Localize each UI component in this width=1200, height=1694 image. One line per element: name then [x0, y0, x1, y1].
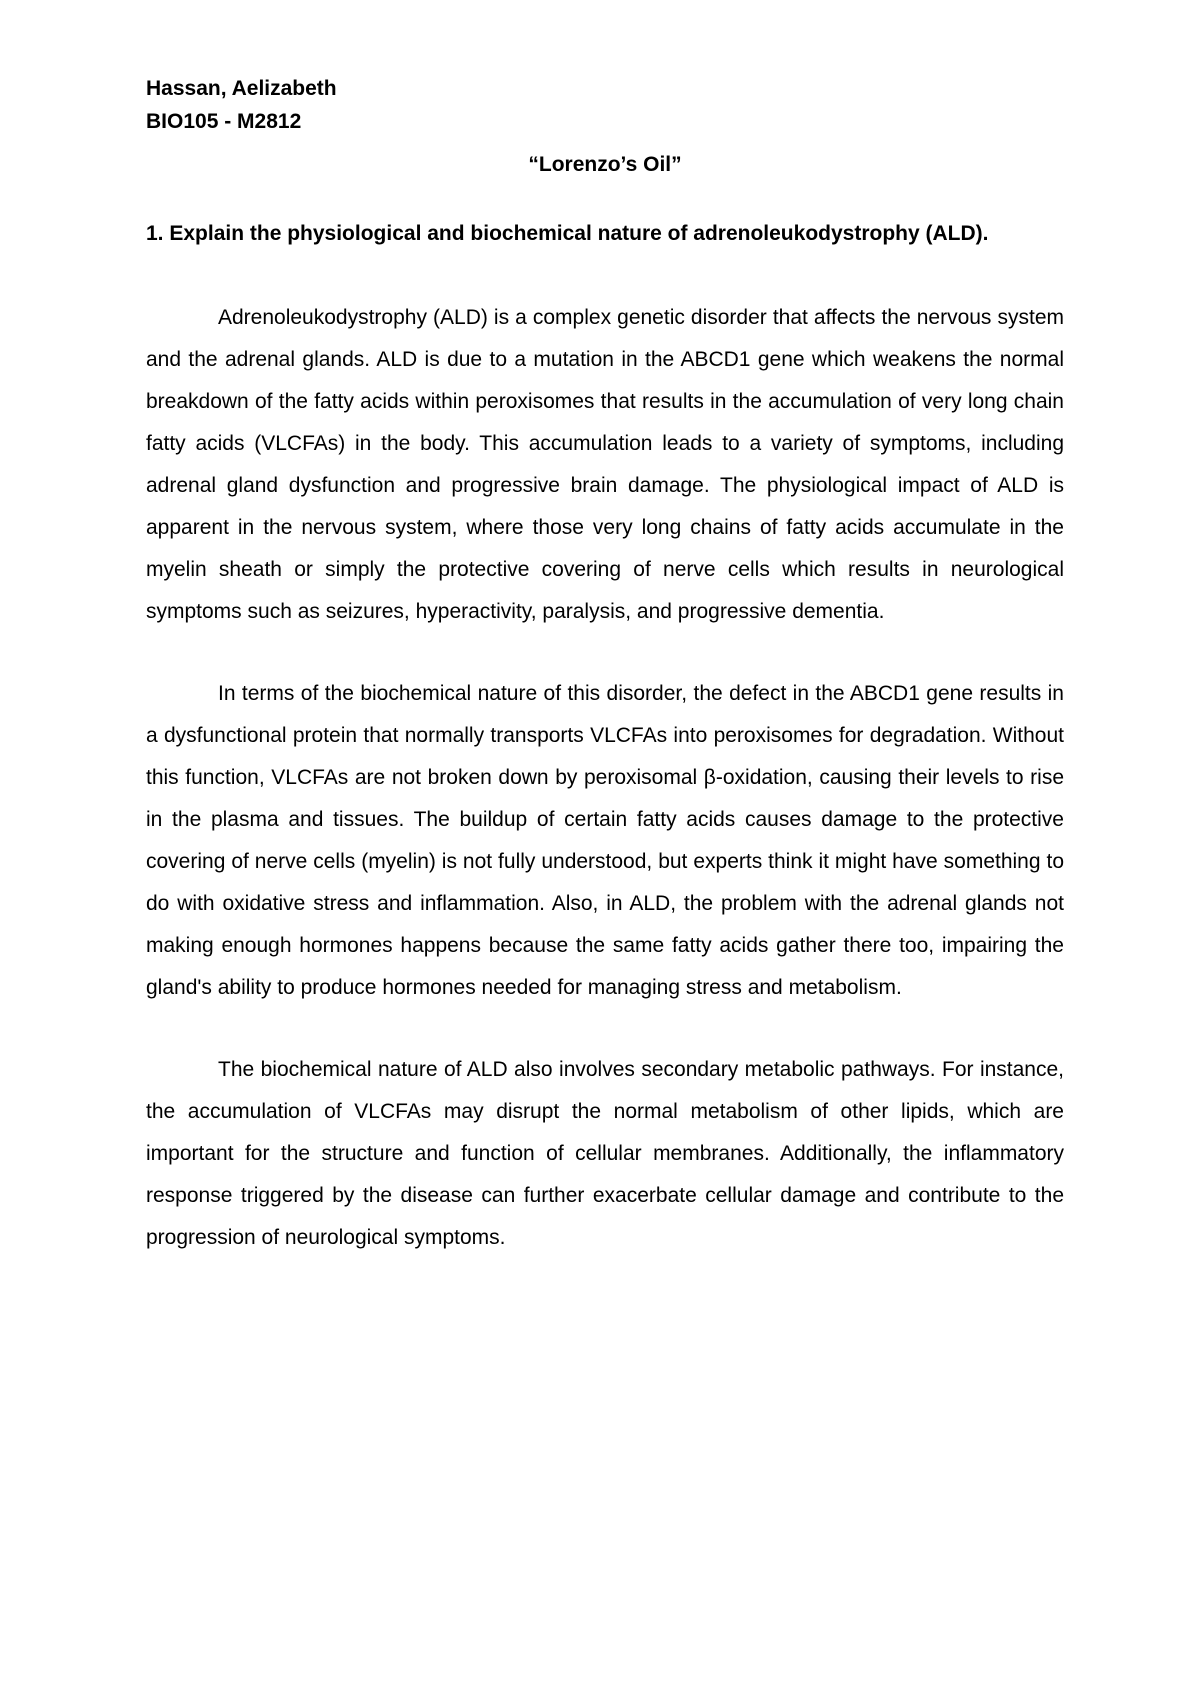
paragraph-biochemical: In terms of the biochemical nature of this disorder, the defect in the ABCD1 gene results in a dysfunctional protein that normally transports VLCFAs into peroxisomes for degradation. Without this function, VLCFAs are not broken down by peroxisomal β-oxidation, causing their levels to rise in the plasma and tissues. The buildup of certain fatty acids causes damage to the protective covering of nerve cells (myelin) is not fully understood, but experts think it might have something to do with oxidative stress and inflammation. Also, in ALD, the problem with the adrenal glands not making enough hormones happens because the same fatty acids gather there too, impairing the gland's ability to produce hormones needed for managing stress and metabolism. [146, 682, 1064, 999]
paragraph-secondary-pathways: The biochemical nature of ALD also involves secondary metabolic pathways. For instance, the accumulation of VLCFAs may disrupt the normal metabolism of other lipids, which are important for the structure and function of cellular membranes. Additionally, the inflammatory response triggered by the disease can further exacerbate cellular damage and contribute to the progression of neurological symptoms. [146, 1058, 1064, 1249]
paragraph-physiological: Adrenoleukodystrophy (ALD) is a complex genetic disorder that affects the nervous system and the adrenal glands. ALD is due to a mutation in the ABCD1 gene which weakens the normal breakdown of the fatty acids within peroxisomes that results in the accumulation of very long chain fatty acids (VLCFAs) in the body. This accumulation leads to a variety of symptoms, including adrenal gland dysfunction and progressive brain damage. The physiological impact of ALD is apparent in the nervous system, where those very long chains of fatty acids accumulate in the myelin sheath or simply the protective covering of nerve cells which results in neurological symptoms such as seizures, hyperactivity, paralysis, and progressive dementia. [146, 306, 1064, 623]
question-heading: 1. Explain the physiological and biochemical nature of adrenoleukodystrophy (ALD). [146, 222, 989, 245]
document-title: “Lorenzo’s Oil” [528, 153, 682, 176]
document-body [146, 72, 1064, 1259]
course-code: BIO105 - M2812 [146, 110, 302, 133]
author-name: Hassan, Aelizabeth [146, 77, 337, 100]
